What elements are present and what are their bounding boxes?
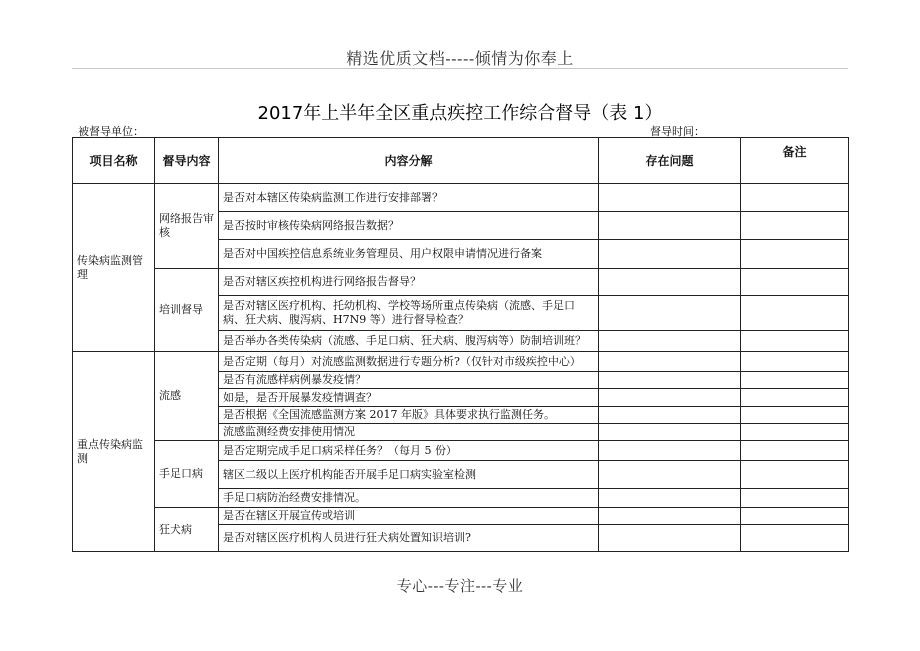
notes-cell[interactable] xyxy=(741,389,849,407)
supervised-unit-label: 被督导单位： xyxy=(78,125,144,138)
notes-cell[interactable] xyxy=(741,424,849,441)
notes-cell[interactable] xyxy=(741,489,849,508)
content-cell: 是否对辖区疾控机构进行网络报告督导？ xyxy=(219,269,599,296)
issues-cell[interactable] xyxy=(599,269,741,296)
table-row xyxy=(73,441,849,461)
content-cell: 是否对中国疾控信息系统业务管理员、用户权限申请情况进行备案 xyxy=(219,240,599,269)
sub-item-cell: 流感 xyxy=(155,352,219,441)
sub-item-cell: 网络报告审核 xyxy=(155,184,219,269)
issues-cell[interactable] xyxy=(599,461,741,489)
notes-cell[interactable] xyxy=(741,525,849,552)
page-header: 精选优质文档-----倾情为你奉上 xyxy=(346,49,574,68)
content-cell: 如是，是否开展暴发疫情调查？ xyxy=(219,389,599,407)
content-cell: 流感监测经费安排使用情况 xyxy=(219,424,599,441)
content-cell: 辖区二级以上医疗机构能否开展手足口病实验室检测 xyxy=(219,461,599,489)
issues-cell[interactable] xyxy=(599,372,741,389)
content-cell: 是否有流感样病例暴发疫情？ xyxy=(219,372,599,389)
notes-cell[interactable] xyxy=(741,296,849,331)
supervision-table xyxy=(72,137,849,552)
page-footer: 专心---专注---专业 xyxy=(396,577,524,595)
issues-cell[interactable] xyxy=(599,184,741,212)
issues-cell[interactable] xyxy=(599,525,741,552)
content-cell: 是否对辖区医疗机构人员进行狂犬病处置知识培训? xyxy=(219,525,599,552)
notes-cell[interactable] xyxy=(741,372,849,389)
issues-cell[interactable] xyxy=(599,389,741,407)
notes-cell[interactable] xyxy=(741,508,849,525)
header-content-breakdown: 内容分解 xyxy=(219,138,599,184)
header-notes: 备注 xyxy=(741,138,849,184)
issues-cell[interactable] xyxy=(599,212,741,240)
content-cell: 是否根据《全国流感监测方案 2017 年版》具体要求执行监测任务。 xyxy=(219,407,599,424)
table-row xyxy=(73,508,849,525)
issues-cell[interactable] xyxy=(599,424,741,441)
notes-cell[interactable] xyxy=(741,240,849,269)
notes-cell[interactable] xyxy=(741,184,849,212)
content-cell: 是否举办各类传染病（流感、手足口病、狂犬病、腹泻病等）防制培训班？ xyxy=(219,331,599,352)
table-header-row xyxy=(73,138,849,184)
issues-cell[interactable] xyxy=(599,296,741,331)
document-title: 2017年上半年全区重点疾控工作综合督导（表 1） xyxy=(257,103,663,124)
header-project-name: 项目名称 xyxy=(73,138,155,184)
supervision-time-label: 督导时间： xyxy=(650,125,705,138)
notes-cell[interactable] xyxy=(741,331,849,352)
table-row xyxy=(73,184,849,212)
header-supervision-content: 督导内容 xyxy=(155,138,219,184)
issues-cell[interactable] xyxy=(599,441,741,461)
notes-cell[interactable] xyxy=(741,461,849,489)
notes-cell[interactable] xyxy=(741,352,849,372)
header-existing-issues: 存在问题 xyxy=(599,138,741,184)
content-cell: 是否定期（每月）对流感监测数据进行专题分析?（仅针对市级疾控中心） xyxy=(219,352,599,372)
header-divider xyxy=(72,68,848,69)
issues-cell[interactable] xyxy=(599,240,741,269)
content-cell: 是否对辖区医疗机构、托幼机构、学校等场所重点传染病（流感、手足口病、狂犬病、腹泻病、H7N9 等）进行督导检查？ xyxy=(219,296,599,331)
sub-item-cell: 狂犬病 xyxy=(155,508,219,552)
project-name-cell: 重点传染病监测 xyxy=(73,352,155,552)
content-cell: 是否定期完成手足口病采样任务？（每月 5 份） xyxy=(219,441,599,461)
notes-cell[interactable] xyxy=(741,441,849,461)
sub-item-cell: 培训督导 xyxy=(155,269,219,352)
content-cell: 手足口病防治经费安排情况。 xyxy=(219,489,599,508)
sub-item-cell: 手足口病 xyxy=(155,441,219,508)
content-cell: 是否在辖区开展宣传或培训 xyxy=(219,508,599,525)
issues-cell[interactable] xyxy=(599,331,741,352)
issues-cell[interactable] xyxy=(599,489,741,508)
notes-cell[interactable] xyxy=(741,407,849,424)
issues-cell[interactable] xyxy=(599,407,741,424)
content-cell: 是否对本辖区传染病监测工作进行安排部署？ xyxy=(219,184,599,212)
table-row xyxy=(73,269,849,296)
table-row xyxy=(73,352,849,372)
issues-cell[interactable] xyxy=(599,508,741,525)
notes-cell[interactable] xyxy=(741,269,849,296)
issues-cell[interactable] xyxy=(599,352,741,372)
notes-cell[interactable] xyxy=(741,212,849,240)
content-cell: 是否按时审核传染病网络报告数据？ xyxy=(219,212,599,240)
project-name-cell: 传染病监测管理 xyxy=(73,184,155,352)
